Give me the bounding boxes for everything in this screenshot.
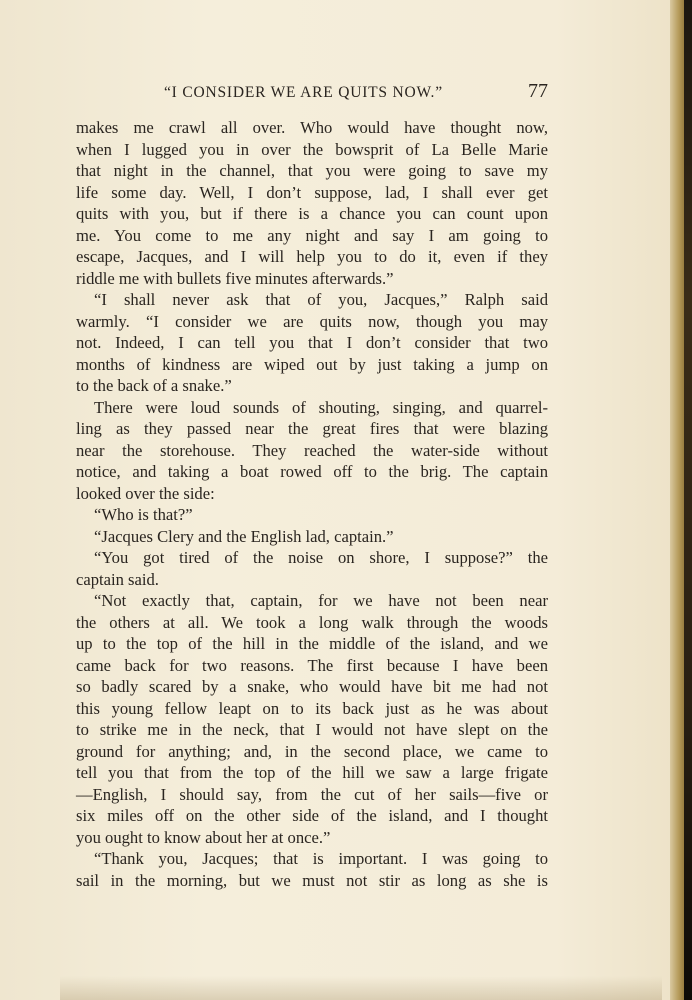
text-line: to the back of a snake.” <box>76 376 232 395</box>
text-line: ground for anything; and, in the second place, we came to <box>76 741 548 761</box>
text-line: you ought to know about her at once.” <box>76 827 331 847</box>
text-line: ling as they passed near the great fires that were blazing <box>76 419 548 438</box>
body-text <box>76 117 548 891</box>
text-line: me. You come to me any night and say I am going to <box>76 225 548 245</box>
text-line: makes me crawl all over. Who would have thought now, <box>76 118 548 137</box>
text-line: notice, and taking a boat rowed off to the brig. The captain <box>76 462 548 481</box>
text-line: escape, Jacques, and I will help you to do it, even if they <box>76 247 548 266</box>
running-title: “I CONSIDER WE ARE QUITS NOW.” <box>164 84 443 101</box>
text-line: so badly scared by a snake, who would have bit me had not <box>76 677 548 696</box>
text-line: came back for two reasons. The first because I have been <box>76 655 548 675</box>
text-line: looked over the side: <box>76 483 215 503</box>
text-line: not. Indeed, I can tell you that I don’t consider that two <box>76 333 548 352</box>
text-line: the others at all. We took a long walk through the woods <box>76 612 548 632</box>
text-line: —English, I should say, from the cut of her sails—five or <box>76 784 548 804</box>
text-line: “I shall never ask that of you, Jacques,” Ralph said <box>94 290 548 309</box>
text-line: tell you that from the top of the hill we saw a large frigate <box>76 763 548 782</box>
text-line: near the storehouse. They reached the water-side without <box>76 440 548 460</box>
text-line: riddle me with bullets five minutes afterwards.” <box>76 268 394 288</box>
text-line: six miles off on the other side of the island, and I thought <box>76 806 548 825</box>
text-line: months of kindness are wiped out by just taking a jump on <box>76 354 548 374</box>
page-header <box>76 80 548 106</box>
text-line: to strike me in the neck, that I would not have slept on the <box>76 720 548 739</box>
text-line: when I lugged you in over the bowsprit of La Belle Marie <box>76 139 548 159</box>
text-line: up to the top of the hill in the middle of the island, and we <box>76 634 548 653</box>
text-line: There were loud sounds of shouting, singing, and quarrel- <box>94 397 548 417</box>
text-line: “Thank you, Jacques; that is important. I was going to <box>94 849 548 868</box>
text-line: quits with you, but if there is a chance you can count upon <box>76 204 548 223</box>
text-line: life some day. Well, I don’t suppose, lad, I shall ever get <box>76 182 548 202</box>
page-number: 77 <box>528 80 548 102</box>
text-line: warmly. “I consider we are quits now, though you may <box>76 311 548 331</box>
text-line: captain said. <box>76 569 159 589</box>
text-line: “You got tired of the noise on shore, I suppose?” the <box>94 548 548 567</box>
text-line: “Jacques Clery and the English lad, captain.” <box>94 526 394 546</box>
text-line: that night in the channel, that you were going to save my <box>76 161 548 180</box>
book-spine-shadow <box>684 0 692 1000</box>
text-line: “Not exactly that, captain, for we have not been near <box>94 591 548 610</box>
text-line: sail in the morning, but we must not stir as long as she is <box>76 870 548 890</box>
text-line: this young fellow leapt on to its back just as he was about <box>76 698 548 718</box>
text-line: “Who is that?” <box>94 505 193 524</box>
page-bottom-shading <box>60 976 662 1000</box>
